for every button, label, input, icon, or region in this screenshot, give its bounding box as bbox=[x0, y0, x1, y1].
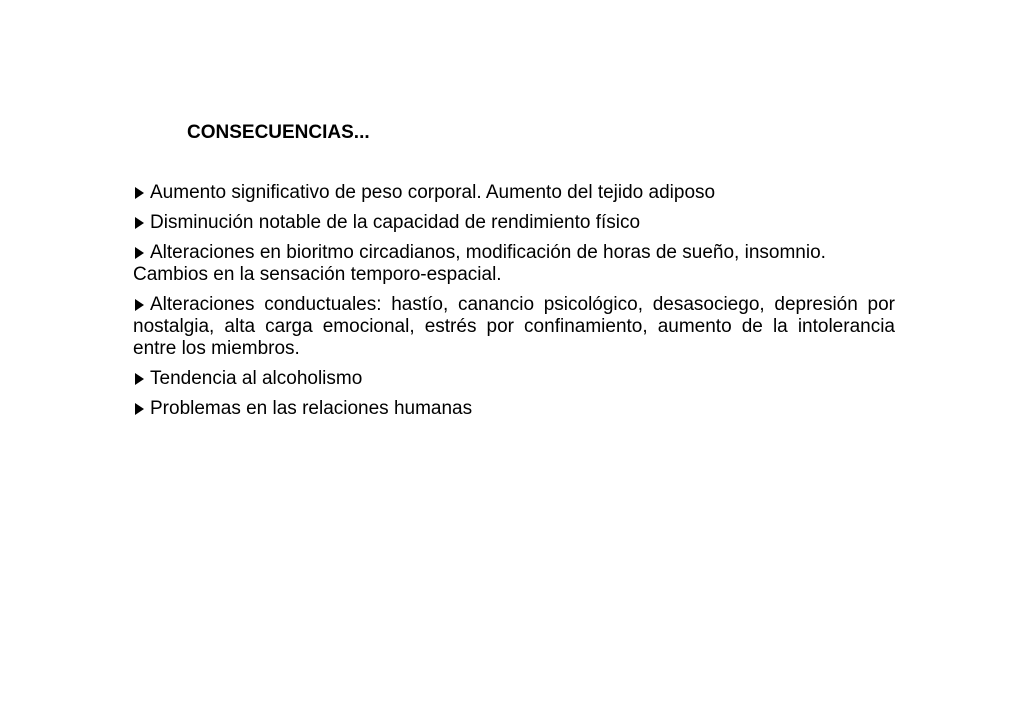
bullet-item bbox=[133, 212, 895, 234]
bullet-item bbox=[133, 368, 895, 390]
bullet-list bbox=[133, 182, 895, 428]
arrow-bullet-icon bbox=[135, 187, 144, 199]
bullet-text: Alteraciones conductuales: hastío, canancio psicológico, desasociego, depresión por nostalgia, alta carga emocional, estrés por confinamiento, aumento de la intolerancia entre los miembros. bbox=[133, 294, 895, 359]
arrow-bullet-icon bbox=[135, 247, 144, 259]
bullet-text: Tendencia al alcoholismo bbox=[150, 368, 363, 389]
bullet-item bbox=[133, 182, 895, 204]
arrow-bullet-icon bbox=[135, 299, 144, 311]
bullet-text: Problemas en las relaciones humanas bbox=[150, 398, 473, 419]
arrow-bullet-icon bbox=[135, 403, 144, 415]
bullet-item bbox=[133, 242, 895, 286]
arrow-bullet-icon bbox=[135, 217, 144, 229]
bullet-item bbox=[133, 294, 895, 360]
slide-title: CONSECUENCIAS... bbox=[187, 122, 370, 143]
bullet-item bbox=[133, 398, 895, 420]
bullet-text: Disminución notable de la capacidad de rendimiento físico bbox=[150, 212, 641, 233]
bullet-text: Alteraciones en bioritmo circadianos, modificación de horas de sueño, insomnio. Cambios en la sensación temporo-espacial. bbox=[133, 242, 826, 285]
arrow-bullet-icon bbox=[135, 373, 144, 385]
bullet-text: Aumento significativo de peso corporal. Aumento del tejido adiposo bbox=[150, 182, 716, 203]
